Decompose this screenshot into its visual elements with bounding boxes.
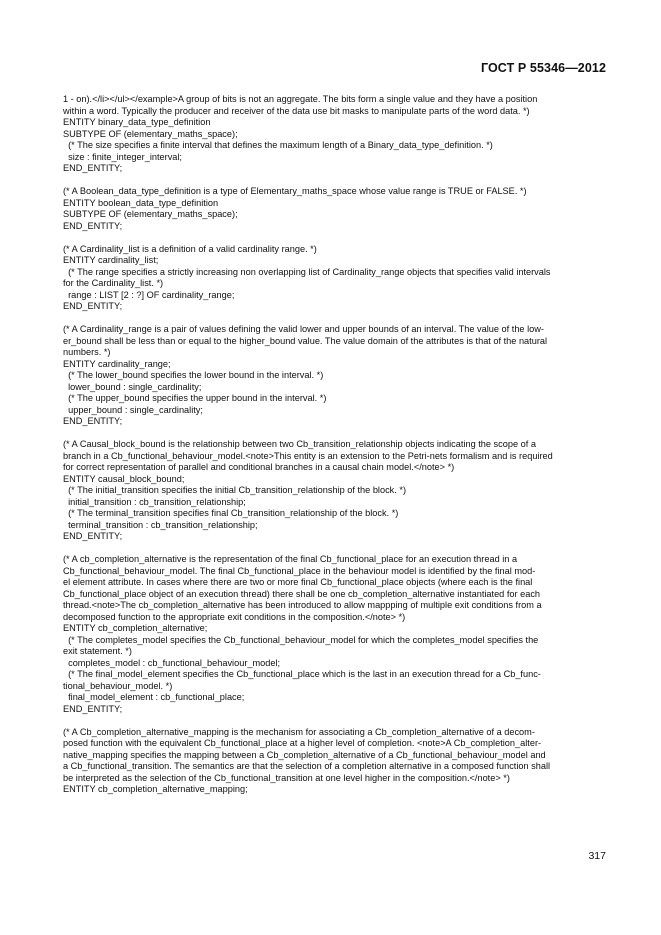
- text-line: for the Cardinality_list. *): [63, 278, 164, 288]
- text-line: er_bound shall be less than or equal to the higher_bound value. The value domain of the attributes is that of the natural: [63, 335, 548, 346]
- text-line: (* A Cardinality_list is a definition of a valid cardinality range. *): [63, 243, 317, 254]
- express-entity-block: [63, 554, 609, 715]
- text-line: (* The size specifies a finite interval that defines the maximum length of a Binary_data_type_definition. *): [63, 140, 493, 150]
- text-line: final_model_element : cb_functional_place;: [63, 692, 245, 702]
- text-line: lower_bound : single_cardinality;: [63, 381, 202, 392]
- text-line: native_mapping specifies the mapping between a Cb_completion_alternative of a Cb_functional_behaviour_model and: [63, 749, 546, 760]
- text-line: ENTITY boolean_data_type_definition: [63, 197, 219, 208]
- text-line: thread.<note>The cb_completion_alternative has been introduced to allow mappping of multiple exit conditions from a: [63, 600, 542, 610]
- express-entity-block: [63, 727, 609, 796]
- text-line: Cb_functional_behaviour_model. The final Cb_functional_place in the behaviour model is identified by the final mod-: [63, 565, 536, 576]
- text-line: (* The final_model_element specifies the Cb_functional_place which is the last in an execution thread for a Cb_func-: [63, 669, 541, 679]
- text-line: END_ENTITY;: [63, 220, 123, 231]
- text-line: (* A Boolean_data_type_definition is a type of Elementary_maths_space whose value range is TRUE or FALSE. *): [63, 186, 527, 196]
- text-line: range : LIST [2 : ?] OF cardinality_range;: [63, 289, 235, 300]
- text-line: (* The range specifies a strictly increasing non overlapping list of Cardinality_range objects that specifies valid intervals: [63, 266, 551, 277]
- text-line: (* A Cardinality_range is a pair of values defining the valid lower and upper bounds of an interval. The value of the low-: [63, 324, 544, 334]
- text-line: size : finite_integer_interval;: [63, 151, 182, 162]
- text-line: END_ENTITY;: [63, 703, 123, 714]
- text-line: initial_transition : cb_transition_relationship;: [63, 496, 246, 507]
- express-entity-block: [63, 244, 609, 313]
- text-line: for correct representation of parallel and conditional branches in a causal chain model.</note> *): [63, 462, 455, 472]
- text-line: SUBTYPE OF (elementary_maths_space);: [63, 128, 238, 139]
- text-line: 1 - on).</li></ul></example>A group of bits is not an aggregate. The bits form a single value and they have a position: [63, 94, 538, 104]
- text-line: within a word. Typically the producer and receiver of the data use bit masks to manipulate parts of the word data. *): [63, 105, 530, 116]
- text-line: terminal_transition : cb_transition_relationship;: [63, 519, 258, 530]
- express-entity-block: [63, 439, 609, 543]
- text-line: decomposed function to the appropriate exit conditions in the composition.</note> *): [63, 611, 406, 622]
- text-line: END_ENTITY;: [63, 416, 123, 426]
- text-line: completes_model : cb_functional_behaviour_model;: [63, 657, 281, 668]
- text-line: ENTITY binary_data_type_definition: [63, 117, 211, 127]
- text-line: END_ENTITY;: [63, 163, 123, 173]
- text-line: ENTITY cb_completion_alternative_mapping;: [63, 784, 248, 794]
- text-line: (* A Causal_block_bound is the relationship between two Cb_transition_relationship objects indicating the scope of a: [63, 439, 536, 449]
- text-line: a Cb_functional_transition. The semantics are that the selection of a completion alternative in a composed function shall: [63, 761, 551, 771]
- text-line: el element attribute. In cases where there are two or more final Cb_functional_place objects (where each is the final: [63, 577, 533, 587]
- text-line: tional_behaviour_model. *): [63, 680, 173, 691]
- text-line: exit statement. *): [63, 646, 132, 656]
- text-line: END_ENTITY;: [63, 531, 123, 541]
- text-line: (* The lower_bound specifies the lower bound in the interval. *): [63, 370, 324, 380]
- document-body: [63, 94, 609, 807]
- express-entity-block: [63, 186, 609, 232]
- text-line: Cb_functional_place object of an execution thread) there shall be one cb_completion_alternative instantiated for each: [63, 588, 541, 599]
- page-header-standard-id: ГОСТ Р 55346—2012: [480, 61, 606, 75]
- express-entity-block: [63, 94, 609, 175]
- text-line: be interpreted as the selection of the Cb_functional_transition at one level higher in the composition.</note> *): [63, 772, 510, 783]
- text-line: (* A cb_completion_alternative is the representation of the final Cb_functional_place for an execution thread in a: [63, 554, 518, 564]
- text-line: (* The upper_bound specifies the upper bound in the interval. *): [63, 393, 327, 403]
- text-line: posed function with the equivalent Cb_functional_place at a higher level of completion. <note>A Cb_completion_alter-: [63, 738, 542, 748]
- text-line: upper_bound : single_cardinality;: [63, 404, 203, 415]
- text-line: (* The completes_model specifies the Cb_functional_behaviour_model for which the completes_model specifies the: [63, 634, 539, 645]
- text-line: END_ENTITY;: [63, 301, 123, 311]
- page-number: 317: [588, 850, 606, 862]
- text-line: ENTITY cardinality_list;: [63, 255, 159, 265]
- express-entity-block: [63, 324, 609, 428]
- text-line: ENTITY cardinality_range;: [63, 358, 171, 369]
- text-line: SUBTYPE OF (elementary_maths_space);: [63, 209, 238, 219]
- text-line: (* The initial_transition specifies the initial Cb_transition_relationship of the block. *): [63, 485, 407, 495]
- text-line: branch in a Cb_functional_behaviour_model.<note>This entity is an extension to the Petri-nets formalism and is required: [63, 450, 553, 461]
- text-line: (* A Cb_completion_alternative_mapping is the mechanism for associating a Cb_completion_alternative of a decom-: [63, 726, 535, 737]
- text-line: (* The terminal_transition specifies final Cb_transition_relationship of the block. *): [63, 508, 399, 518]
- text-line: ENTITY causal_block_bound;: [63, 473, 185, 484]
- text-line: ENTITY cb_completion_alternative;: [63, 623, 208, 633]
- text-line: numbers. *): [63, 347, 111, 357]
